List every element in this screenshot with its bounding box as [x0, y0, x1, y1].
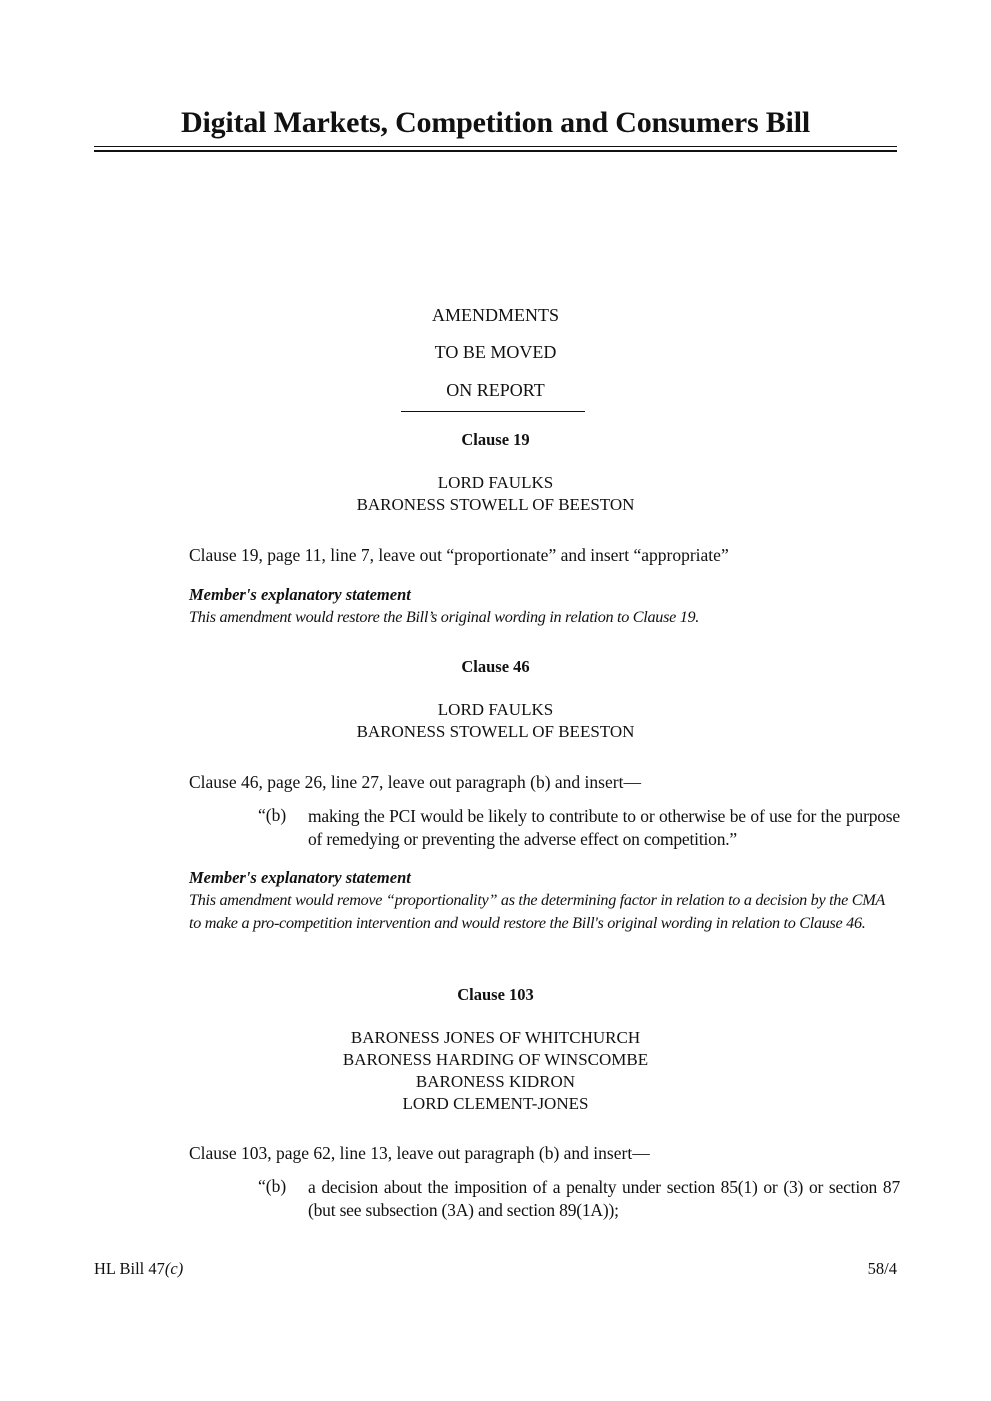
clause-heading: Clause 19 — [461, 430, 530, 449]
amendment-instruction: Clause 46, page 26, line 27, leave out paragraph (b) and insert— — [189, 772, 641, 792]
statement-heading: Member's explanatory statement — [189, 868, 411, 887]
mover-name: BARONESS STOWELL OF BEESTON — [356, 722, 635, 741]
mover-name: LORD CLEMENT-JONES — [402, 1094, 589, 1113]
footer-page-ref: 58/4 — [867, 1259, 897, 1278]
mover-name: BARONESS KIDRON — [415, 1072, 576, 1091]
mover-name: BARONESS HARDING OF WINSCOMBE — [342, 1050, 649, 1069]
bill-suffix: (c) — [164, 1259, 184, 1278]
statement-text: This amendment would restore the Bill’s original wording in relation to Clause 19. — [189, 608, 700, 626]
statement-heading: Member's explanatory statement — [189, 585, 411, 604]
title-rule-thin — [94, 146, 897, 147]
inserted-paragraph-text: a decision about the imposition of a penalty under section 85(1) or (3) or section 87 (but see subsection (3A) and section 89(1A)); — [308, 1177, 900, 1220]
statement-text: This amendment would remove “proportionality” as the determining factor in relation to a decision by the CMA to make a pro-competition intervention and would restore the Bill's original wording in relation to Clause 46. — [189, 891, 885, 932]
inserted-paragraph-text: making the PCI would be likely to contribute to or otherwise be of use for the purpose of remedying or preventing the adverse effect on competition.” — [308, 806, 900, 849]
footer-bill-ref — [94, 1259, 183, 1279]
mover-name: LORD FAULKS — [437, 700, 554, 719]
movers — [0, 472, 991, 516]
heading-to-be-moved: TO BE MOVED — [434, 342, 557, 362]
clause-heading: Clause 103 — [457, 985, 534, 1004]
amendment-instruction: Clause 19, page 11, line 7, leave out “proportionate” and insert “appropriate” — [189, 545, 729, 565]
movers — [0, 699, 991, 743]
clause-heading: Clause 46 — [461, 657, 530, 676]
document-title: Digital Markets, Competition and Consumers Bill — [181, 106, 810, 139]
mover-name: BARONESS JONES OF WHITCHURCH — [350, 1028, 641, 1047]
movers — [0, 1027, 991, 1115]
inserted-paragraph-label: “(b) — [258, 1176, 287, 1196]
mover-name: BARONESS STOWELL OF BEESTON — [356, 495, 635, 514]
amendment-instruction: Clause 103, page 62, line 13, leave out paragraph (b) and insert— — [189, 1143, 650, 1163]
heading-divider — [401, 411, 585, 412]
mover-name: LORD FAULKS — [437, 473, 554, 492]
title-rule-thick — [94, 150, 897, 152]
heading-on-report: ON REPORT — [446, 380, 545, 400]
inserted-paragraph-label: “(b) — [258, 805, 287, 825]
heading-amendments: AMENDMENTS — [431, 305, 559, 325]
bill-number: HL Bill 47 — [94, 1259, 165, 1278]
